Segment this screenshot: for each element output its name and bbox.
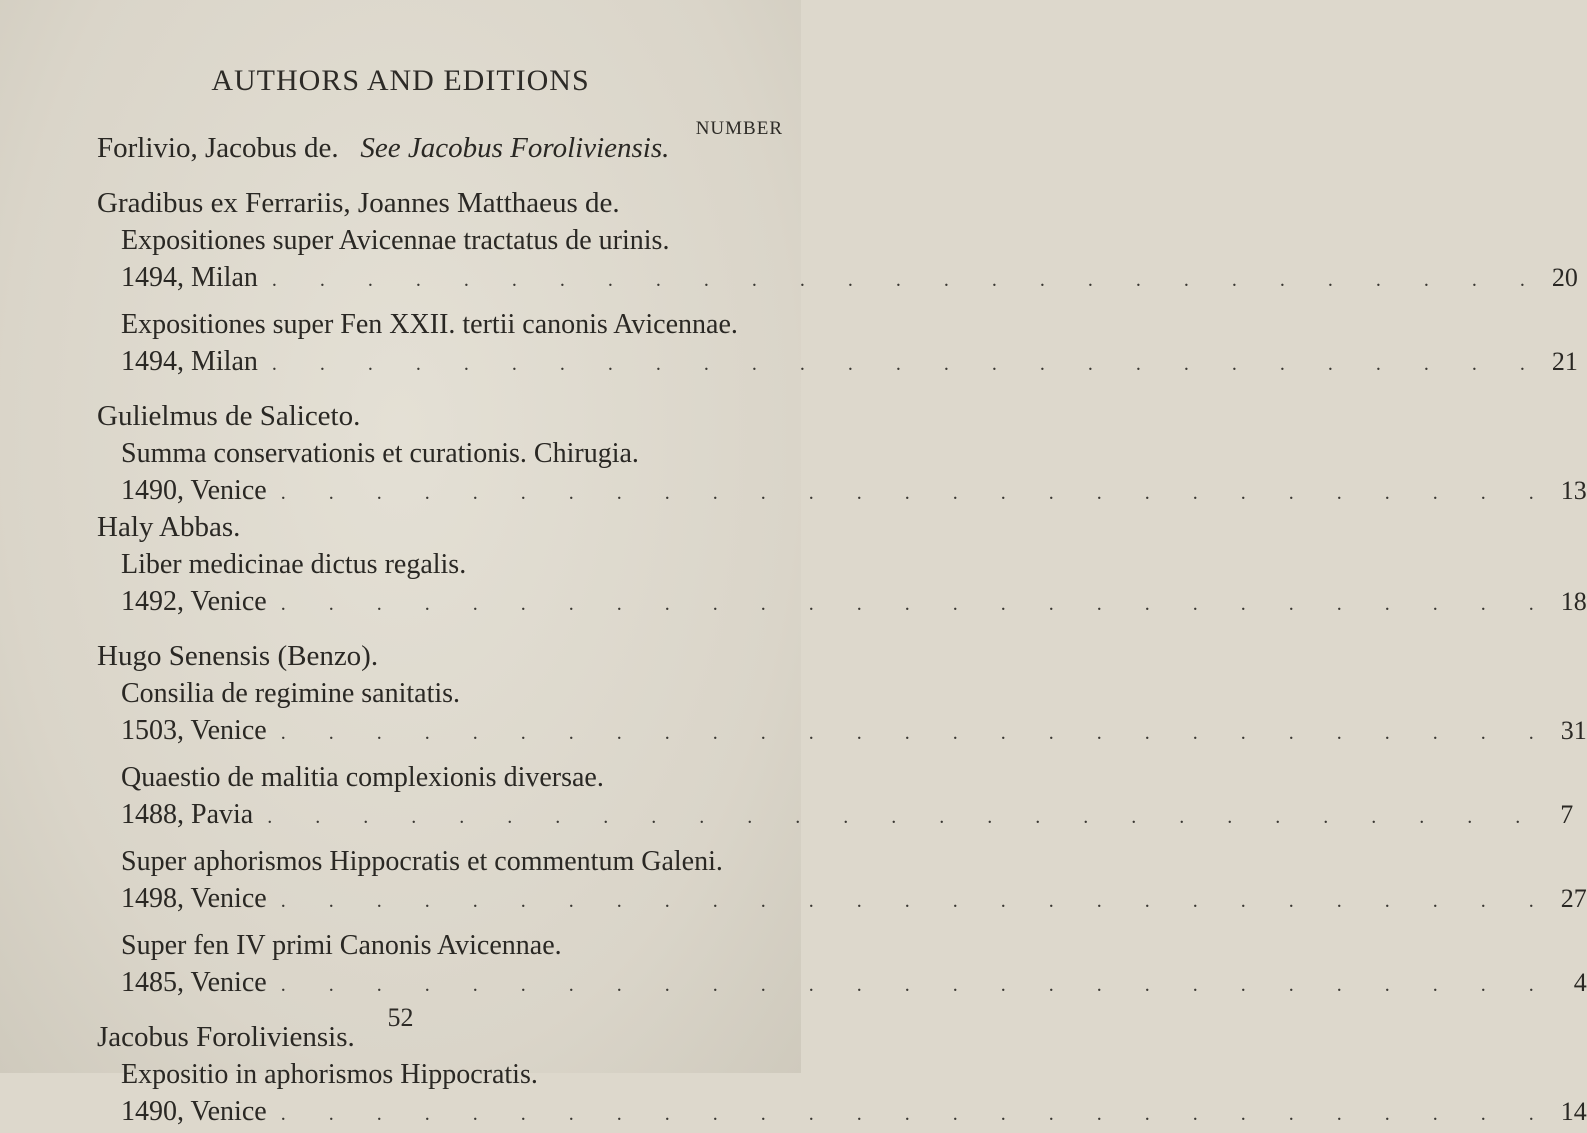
edition-number: 27 [1560,884,1587,913]
edition-number: 31 [1560,716,1587,745]
edition-line [121,472,1587,509]
edition-place-date: 1490, Venice [121,475,267,506]
edition-number: 20 [1551,263,1578,292]
page-number: 52 [387,1003,414,1032]
edition-line [121,343,1578,380]
dot-leader: . . . . . . . . . . . . . . . . . . . . . . . . . . . [271,269,1544,291]
edition-number: 4 [1573,968,1587,997]
author-entry [0,509,1587,620]
dot-leader: . . . . . . . . . . . . . . . . . . . . . . . . . . . [280,722,1553,744]
edition-place-date: 1498, Venice [121,883,267,914]
author-entry [0,185,1578,380]
running-head: AUTHORS AND EDITIONS [211,64,590,97]
edition-place-date: 1503, Venice [121,715,267,746]
edition-number: 7 [1560,800,1574,829]
author-entry [0,638,1587,1001]
edition-number: 13 [1560,476,1587,505]
edition-place-date: 1494, Milan [121,346,258,377]
work-title: Super fen IV primi Canonis Avicennae. [121,930,562,961]
cross-reference: See Jacobus Foroliviensis. [360,132,670,164]
dot-leader: . . . . . . . . . . . . . . . . . . . . . . . . . . . [267,806,1540,828]
work-title: Summa conservationis et curationis. Chirugia. [121,438,639,469]
dot-leader: . . . . . . . . . . . . . . . . . . . . . . . . . . . [280,974,1553,996]
author-name: Jacobus Foroliviensis. [97,1021,355,1053]
work-title: Expositiones super Fen XXII. tertii canonis Avicennae. [121,309,738,340]
dot-leader: . . . . . . . . . . . . . . . . . . . . . . . . . . . [280,890,1553,912]
edition-line [121,880,1587,917]
author-entry [0,398,1587,509]
author-name: Forlivio, Jacobus de. See Jacobus Foroliviensis. [97,132,670,164]
edition-place-date: 1485, Venice [121,967,267,998]
author-name: Hugo Senensis (Benzo). [97,640,379,672]
edition-number: 18 [1560,587,1587,616]
author-name: Gradibus ex Ferrariis, Joannes Matthaeus de. [97,187,620,219]
work-title: Liber medicinae dictus regalis. [121,549,467,580]
work-title: Super aphorismos Hippocratis et commentum Galeni. [121,846,723,877]
edition-line [121,259,1578,296]
edition-line [121,796,1574,833]
dot-leader: . . . . . . . . . . . . . . . . . . . . . . . . . . . [280,1103,1553,1125]
work-title: Expositiones super Avicennae tractatus de urinis. [121,225,670,256]
edition-place-date: 1492, Venice [121,586,267,617]
edition-place-date: 1490, Venice [121,1096,267,1127]
edition-line [121,712,1587,749]
entries-list [0,130,1587,1130]
work-title: Expositio in aphorismos Hippocratis. [121,1059,538,1090]
edition-place-date: 1494, Milan [121,262,258,293]
edition-line [121,1093,1587,1130]
author-entry [0,1019,1587,1130]
dot-leader: . . . . . . . . . . . . . . . . . . . . . . . . . . . [271,353,1544,375]
author-name: Haly Abbas. [97,511,241,543]
author-name: Gulielmus de Saliceto. [97,400,361,432]
dot-leader: . . . . . . . . . . . . . . . . . . . . . . . . . . . [280,482,1553,504]
number-column-heading: NUMBER [695,118,783,139]
work-title: Consilia de regimine sanitatis. [121,678,461,709]
edition-number: 14 [1560,1097,1587,1126]
edition-line [121,583,1587,620]
work-title: Quaestio de malitia complexionis diversae. [121,762,604,793]
edition-number: 21 [1551,347,1578,376]
edition-line [121,964,1587,1001]
dot-leader: . . . . . . . . . . . . . . . . . . . . . . . . . . . [280,593,1553,615]
author-entry [0,130,801,167]
edition-place-date: 1488, Pavia [121,799,254,830]
